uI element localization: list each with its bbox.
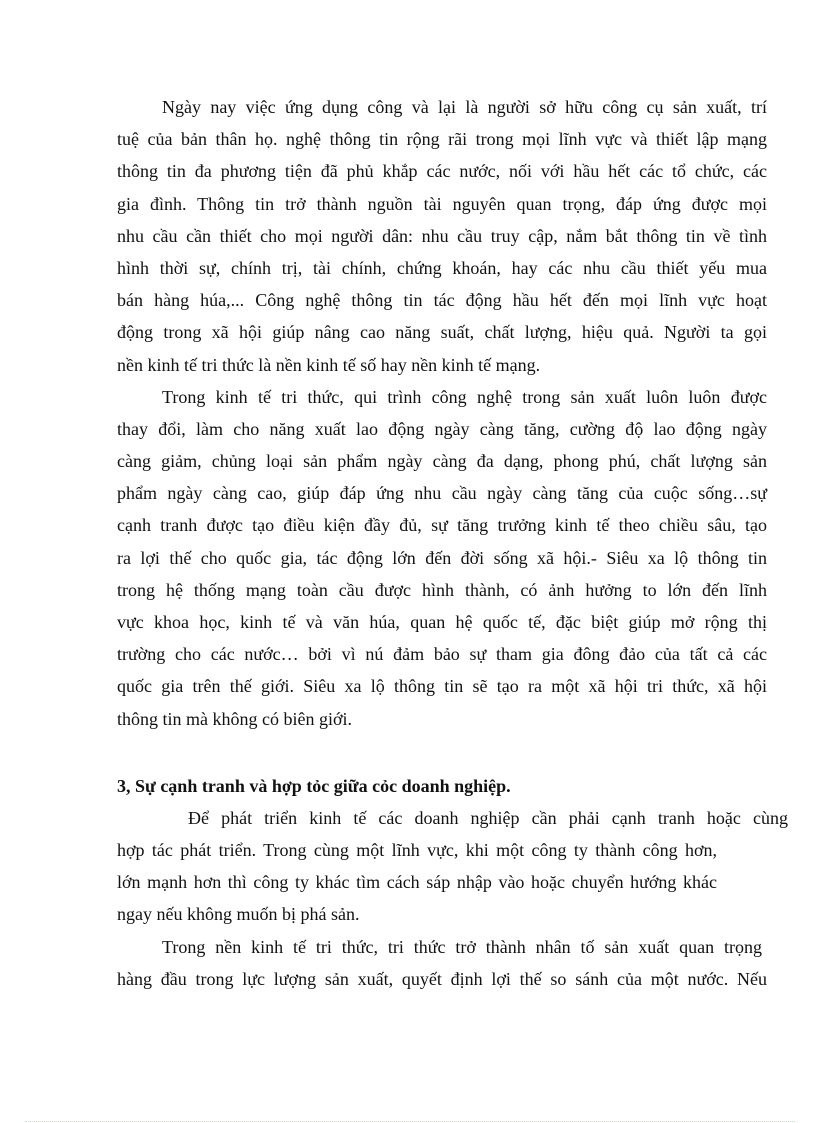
paragraph-information-technology — [117, 91, 767, 381]
text-line: cạnh tranh được tạo điều kiện đầy đủ, sự tăng trưởng kinh tế theo chiều sâu, tạo — [117, 515, 767, 536]
text-line: Để phát triển kinh tế các doanh nghiệp cần phải cạnh tranh hoặc cùng — [188, 807, 788, 828]
text-line: thông tin đa phương tiện đã phủ khắp các nước, nối với hầu hết các tổ chức, các — [117, 161, 767, 182]
document-page — [117, 91, 788, 995]
text-line: lớn mạnh hơn thì công ty khác tìm cách sáp nhập vào hoặc chuyển hướng khác — [117, 872, 717, 893]
text-line: càng giảm, chủng loại sản phẩm ngày càng đa dạng, phong phú, chất lượng sản — [117, 451, 767, 472]
paragraph-competition — [117, 802, 788, 931]
text-line: trong hệ thống mạng toàn cầu được hình thành, có ảnh hưởng to lớn đến lĩnh — [117, 579, 767, 600]
text-line: gia đình. Thông tin trở thành nguồn tài nguyên quan trọng, đáp ứng được mọi — [117, 193, 767, 214]
text-line: hợp tác phát triển. Trong cùng một lĩnh vực, khi một công ty thành công hơn, — [117, 839, 717, 860]
text-line: vực khoa học, kinh tế và văn húa, quan hệ quốc tế, đặc biệt giúp mở rộng thị — [117, 612, 767, 632]
text-line: bán hàng húa,... Công nghệ thông tin tác động hầu hết đến mọi lĩnh vực hoạt — [117, 290, 767, 311]
text-line: thay đổi, làm cho năng xuất lao động ngày càng tăng, cường độ lao động ngày — [117, 418, 767, 439]
text-line: Trong nền kinh tế tri thức, tri thức trở thành nhân tố sản xuất quan trọng — [162, 936, 762, 957]
text-line: nhu cầu cần thiết cho mọi người dân: nhu cầu truy cập, nắm bắt thông tin về tình — [117, 225, 767, 246]
text-line: trường cho các nước… bởi vì nú đảm bảo sự tham gia đông đảo của tất cả các — [117, 644, 767, 665]
text-line: hàng đầu trong lực lượng sản xuất, quyết định lợi thế so sánh của một nước. Nếu — [117, 968, 767, 989]
text-line: ngay nếu không muốn bị phá sản. — [117, 904, 360, 925]
text-line: phẩm ngày càng cao, giúp đáp ứng nhu cầu ngày càng tăng của cuộc sống…sự — [117, 483, 767, 504]
text-line: tuệ của bản thân họ. nghệ thông tin rộng rãi trong mọi lĩnh vực và thiết lập mạng — [117, 129, 767, 150]
text-line: quốc gia trên thế giới. Siêu xa lộ thông tin sẽ tạo ra một xã hội tri thức, xã hội — [117, 676, 767, 697]
text-line: ra lợi thế cho quốc gia, tác động lớn đến đời sống xã hội.- Siêu xa lộ thông tin — [117, 547, 767, 568]
text-line: hình thời sự, chính trị, tài chính, chứng khoán, hay các nhu cầu thiết yếu mua — [117, 257, 767, 278]
text-line: Trong kinh tế tri thức, qui trình công nghệ trong sản xuất luôn luôn được — [162, 386, 767, 407]
text-line: động trong xã hội giúp nâng cao năng suất, chất lượng, hiệu quả. Người ta gọi — [117, 322, 767, 343]
text-line: Ngày nay việc ứng dụng công và lại là người sở hữu công cụ sản xuất, trí — [162, 97, 767, 117]
paragraph-knowledge-economy — [117, 381, 767, 735]
page-bottom-divider — [25, 1121, 795, 1122]
section-heading: 3, Sự cạnh tranh và hợp tỏc giữa cỏc doanh nghiệp. — [117, 775, 511, 796]
text-line: nền kinh tế tri thức là nền kinh tế số hay nền kinh tế mạng. — [117, 354, 541, 375]
text-line: thông tin mà không có biên giới. — [117, 708, 352, 729]
paragraph-knowledge-factor — [117, 931, 767, 995]
